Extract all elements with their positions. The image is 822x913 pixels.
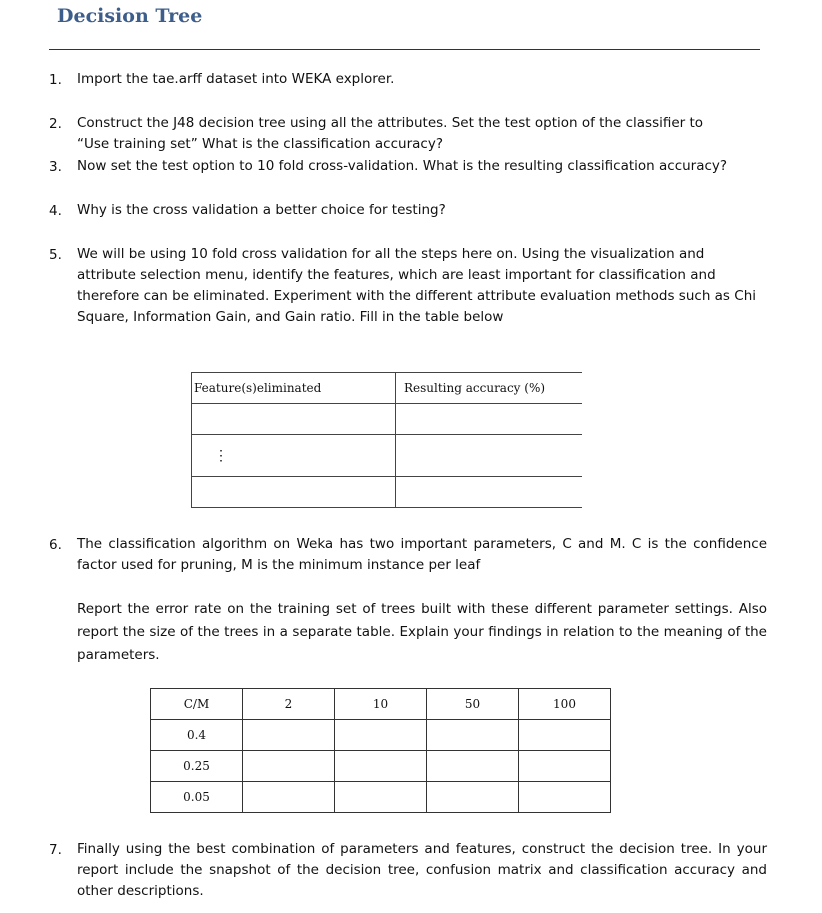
parameter-table (150, 688, 611, 813)
item-6-paragraph-2: Report the error rate on the training set of trees built with these different parameter settings. Also report the size of the trees in a separate table. Explain your findings in relation to the meaning of the parameters. (77, 601, 767, 663)
table-cell (335, 782, 427, 813)
table-row (192, 404, 583, 435)
table-cell (192, 477, 396, 508)
table-cell (396, 477, 583, 508)
table-cell (519, 751, 611, 782)
item-5-number: 5. (49, 247, 62, 263)
table-row (151, 720, 611, 751)
table-header-cell: 100 (519, 689, 611, 720)
item-2-text (77, 113, 767, 155)
title-divider (49, 49, 760, 50)
table-row-label: 0.05 (151, 782, 243, 813)
item-6-number: 6. (49, 537, 62, 553)
item-7-text: Finally using the best combination of parameters and features, construct the decision tree. In your report include the snapshot of the decision tree, confusion matrix and classification accuracy and other descriptions. (77, 841, 767, 899)
item-6-text: The classification algorithm on Weka has two important parameters, C and M. C is the confidence factor used for pruning, M is the minimum instance per leaf (77, 536, 767, 573)
feature-elimination-table (191, 372, 582, 508)
item-4-number: 4. (49, 203, 62, 219)
table-row (192, 435, 583, 477)
table-cell (396, 404, 583, 435)
table-header-cell: Resulting accuracy (%) (396, 373, 583, 404)
item-2-line-1: Construct the J48 decision tree using all the attributes. Set the test option of the classifier to (77, 115, 704, 131)
item-1-text: Import the tae.arff dataset into WEKA explorer. (77, 71, 395, 87)
table-cell (427, 751, 519, 782)
table-row (192, 477, 583, 508)
table-row-label: 0.25 (151, 751, 243, 782)
item-2-number: 2. (49, 116, 62, 132)
table-cell (519, 720, 611, 751)
table-row (192, 373, 583, 404)
page-title: Decision Tree (57, 5, 203, 27)
item-3-text: Now set the test option to 10 fold cross-validation. What is the resulting classification accuracy? (77, 158, 728, 174)
item-2-line-2: “Use training set” What is the classification accuracy? (77, 136, 443, 152)
item-4-text: Why is the cross validation a better choice for testing? (77, 202, 446, 218)
table-cell (243, 782, 335, 813)
table-header-cell: 50 (427, 689, 519, 720)
table-cell (243, 720, 335, 751)
item-1-number: 1. (49, 72, 62, 88)
table-row (151, 751, 611, 782)
item-5-text: We will be using 10 fold cross validation for all the steps here on. Using the visualization and attribute selection menu, identify the features, which are least important for classification and therefore can be eliminated. Experiment with the different attribute evaluation methods such as Chi Square, Information Gain, and Gain ratio. Fill in the table below (77, 246, 756, 325)
table-cell (192, 435, 396, 477)
table-cell (243, 751, 335, 782)
table-row-label: 0.4 (151, 720, 243, 751)
table-cell (335, 720, 427, 751)
table-header-cell: Feature(s)eliminated (192, 373, 396, 404)
item-7-number: 7. (49, 842, 62, 858)
table-cell (335, 751, 427, 782)
table-cell (519, 782, 611, 813)
table-cell (427, 720, 519, 751)
ellipsis-mark: ⋮ (214, 447, 228, 464)
table-cell (427, 782, 519, 813)
table-header-cell: 2 (243, 689, 335, 720)
table-cell (192, 404, 396, 435)
table-header-cell: C/M (151, 689, 243, 720)
table-row (151, 689, 611, 720)
table-row (151, 782, 611, 813)
item-3-number: 3. (49, 159, 62, 175)
table-header-cell: 10 (335, 689, 427, 720)
table-cell (396, 435, 583, 477)
